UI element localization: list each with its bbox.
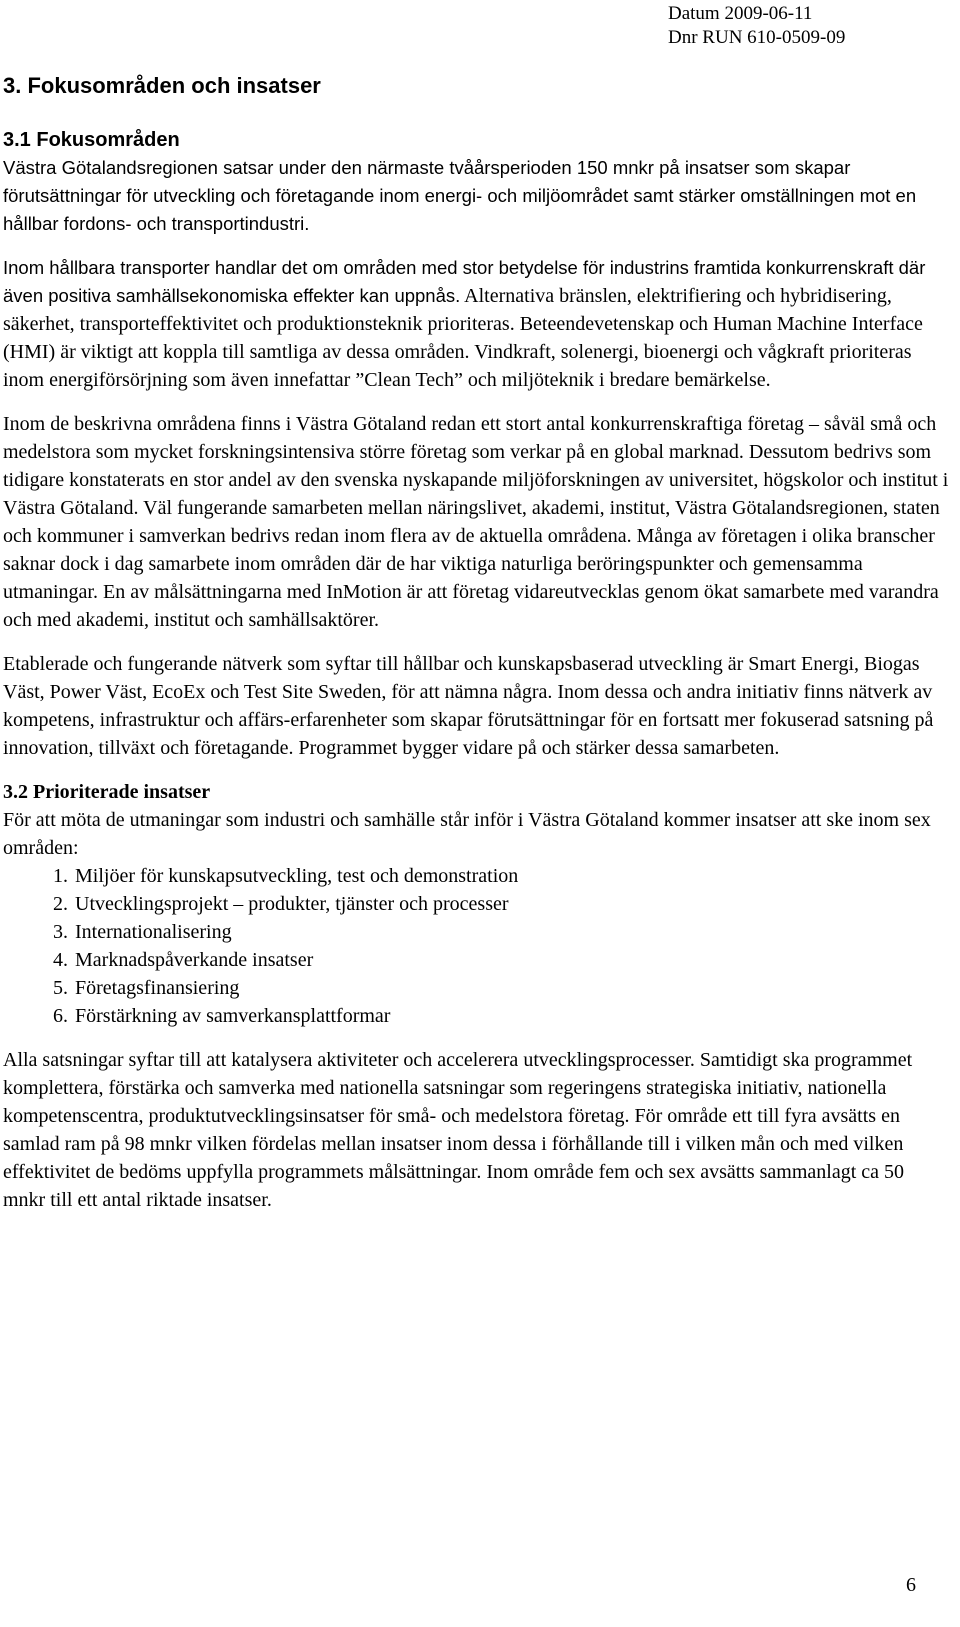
paragraph-transport-serif: Alternativa bränslen, elektrifiering och hybridisering, säkerhet, transporteffektivitet och produktionsteknik prioriteras. Beteendevetenskap och Human Machine Interface (HMI) är viktigt att koppla till samtliga av dessa områden. Vindkraft, solenergi, bioenergi och vågkraft prioriteras inom energiförsörjning som även innefattar ”Clean Tech” och miljöteknik i bredare bemärkelse.	[3, 285, 923, 391]
paragraph-closing: Alla satsningar syftar till att katalysera aktiviteter och accelerera utvecklingsprocesser. Samtidigt ska programmet komplettera, förstärka och samverka med nationella satsningar som regeringens strategiska initiativ, nationella kompetenscentra, produktutvecklingsinsatser för små- och medelstora företag. För område ett till fyra avsätts en samlad ram på 98 mnkr vilken fördelas mellan insatser inom dessa i förhållande till i vilken mån och med vilken effektivitet de bedöms uppfylla programmets målsättningar. Inom område fem och sex avsätts sammanlagt ca 50 mnkr till ett antal riktade insatser.	[3, 1049, 913, 1211]
priority-item: 2. Utvecklingsprojekt – produkter, tjänster och processer	[73, 890, 951, 918]
priority-list	[3, 862, 951, 1030]
section-title: 3. Fokusområden och insatser	[3, 73, 321, 98]
section-3-1	[3, 126, 951, 238]
section-3-1-heading: 3.1 Fokusområden	[3, 129, 180, 151]
section-3-2-intro: För att möta de utmaningar som industri och samhälle står inför i Västra Götaland kommer insatser att ske inom sex områden:	[3, 809, 931, 859]
paragraph-networks: Etablerade och fungerande nätverk som syftar till hållbar och kunskapsbaserad utveckling är Smart Energi, Biogas Väst, Power Väst, EcoEx och Test Site Sweden, för att nämna några. Inom dessa och andra initiativ finns nätverk av kompetens, infrastruktur och affärs-erfarenheter som skapar förutsättningar för en fortsatt mer fokuserad satsning på innovation, tillväxt och företagande. Programmet bygger vidare på och stärker dessa samarbeten.	[3, 653, 934, 759]
priority-item: 4. Marknadspåverkande insatser	[73, 946, 951, 974]
priority-item: 3. Internationalisering	[73, 918, 951, 946]
priority-item: 6. Förstärkning av samverkansplattformar	[73, 1002, 951, 1030]
paragraph-companies: Inom de beskrivna områdena finns i Västra Götaland redan ett stort antal konkurrenskraftiga företag – såväl små och medelstora som mycket forskningsintensiva större företag som verkar på en global marknad. Dessutom bedrivs som tidigare konstaterats en stor andel av den svenska nyskapande miljöforskningen av universitet, högskolor och institut i Västra Götaland. Väl fungerande samarbeten mellan näringslivet, akademi, institut, Västra Götalandsregionen, staten och kommuner i samverkan bedrivs redan inom flera av de aktuella områdena. Många av företagen i olika branscher saknar dock i dag samarbete inom områden där de har viktiga naturliga beröringspunkter och gemensamma utmaningar. En av målsättningarna med InMotion är att företag vidareutvecklas genom ökat samarbete med varandra och med akademi, institut och samhällsaktörer.	[3, 413, 949, 631]
section-3-2	[3, 778, 951, 862]
paragraph-transport	[3, 254, 951, 394]
document-date: Datum 2009-06-11	[668, 3, 813, 24]
section-3-1-intro: Västra Götalandsregionen satsar under den närmaste tvåårsperioden 150 mnkr på insatser som skapar förutsättningar för utveckling och företagande inom energi- och miljöområdet samt stärker omställningen mot en hållbar fordons- och transportindustri.	[3, 157, 917, 234]
priority-item: 5. Företagsfinansiering	[73, 974, 951, 1002]
page-number: 6	[906, 1574, 916, 1596]
document-reference-number: Dnr RUN 610-0509-09	[668, 27, 846, 48]
document-body	[3, 126, 951, 1230]
document-header	[668, 2, 845, 50]
priority-item: 1. Miljöer för kunskapsutveckling, test och demonstration	[73, 862, 951, 890]
section-3-2-heading: 3.2 Prioriterade insatser	[3, 781, 211, 803]
paragraph-transport-sans: Inom hållbara transporter handlar det om områden med stor betydelse för industrins framtida konkurrenskraft där även positiva samhällsekonomiska effekter kan uppnås.	[3, 257, 926, 306]
